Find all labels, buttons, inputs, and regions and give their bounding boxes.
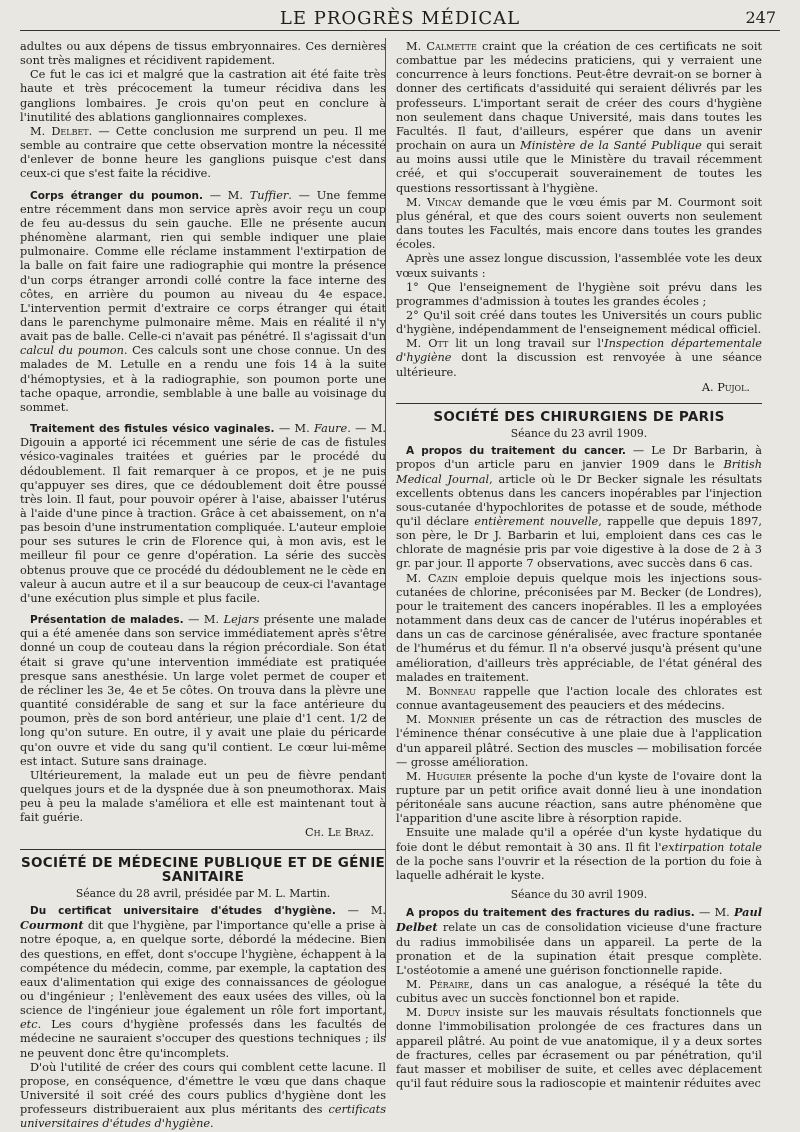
presentation-entry — [20, 613, 386, 769]
ministere-sante-publique: Ministère de la Santé Publique — [520, 139, 702, 153]
dupuy-text: insiste sur les mauvais résultats fonctionnels que donne l'immobilisation prolongée de ces fractures dans un appareil plâtré. Au point de vue anatomique, il y a deux sortes de fractures, celles par écrasement ou par pénétration, qu'il faut masser et mobiliser de suite, et celles avec déplacement qu'il faut réduire sous la radioscopie et maintenir réduites avec — [396, 1006, 762, 1091]
intro-paragraph-1: adultes ou aux dépens de tissus embryonnaires. Ces dernières sont très malignes et récidivent rapidement. — [20, 40, 386, 68]
speaker-delbet: M. Delbet. — [30, 124, 93, 138]
cancer-text-3: , rappelle que depuis 1897, son père, le Dr J. Barbarin et lui, emploient dans ces cas le chlorate de magnésie pris par voie digestive à la dose de 2 à 3 gr. par jour. Il apporte 7 observations, avec succès dans 6 cas. — [396, 515, 762, 571]
fractures-text: relate un cas de consolidation vicieuse d'une fracture du radius immobilisée dans un appareil. La perte de la pronation et de la supination était presque complète. L'ostéotomie a amené une guérison fonctionnelle rapide. — [396, 921, 762, 977]
presentation-dash: — M. — [183, 613, 224, 627]
corps-text: . — Une femme entre récemment dans mon service après avoir reçu un coup de feu au-dessus du sein gauche. Elle ne présente aucun phénomène alarmant, rien qui semble indiquer une plaie pulmonaire. Comme elle réclame instamment l'extirpation de la balle on fait faire une radiographie qui montre la présence d'un corps étranger arrondi collé contre la face interne des côtes, en arrière du poumon au niveau du 4e espace. L'intervention permit d'extraire ce corps étranger qui était dans le parenchyme pulmonaire même. Mais en réalité il n'y avait pas de balle. Celle-ci n'avait pas pénétré. Il s'agissait d'un — [20, 188, 386, 344]
fractures-dash: — M. — [694, 906, 734, 920]
huguier-paragraph — [396, 770, 762, 827]
inspection-departementale: Inspection départementale d'hygiène — [396, 337, 762, 365]
delbet-paragraph — [20, 125, 386, 182]
speaker-peraire: M. Péraire — [406, 978, 470, 991]
certificat-dash: — M. — [335, 904, 386, 918]
speaker-huguier: M. Huguier — [406, 769, 472, 783]
presentation-text: présente une malade qui a été amenée dans son service immédiatement après s'être donné un coup de couteau dans la région précordiale. Son état était si grave qu'une intervention immédiate est pratiquée presque sans anesthésie. Un large volet permet de couper et de récliner les 3e, 4e et 5e côtes. On trouva dans la plèvre une quantité considérable de sang et sur la face antérieure du poumon, près de son bord antérieur, une plaie d'1 cent. 1/2 de long qu'on suture. En outre, il y avait une plaie du péricarde qu'on ouvre et vide du sang qu'il contient. Le cœur lui-même est intact. Suture sans drainage. — [20, 613, 386, 768]
cazin-text: emploie depuis quelque mois les injections sous-cutanées de chlorine, préconisées par M. Becker (de Londres), pour le traitement des cancers inopérables. Il les a employées notamment dans deux cas de cancer de l'utérus inopérables et dans un cas de carcinose généralisée, avec fracture spontanée de l'humérus et du fémur. Il n'a observé jusqu'à présent qu'une amélioration, d'ailleurs très appréciable, de l'état général des malades en traitement. — [396, 571, 762, 684]
cancer-entry — [396, 444, 762, 571]
bonneau-text: rappelle que l'action locale des chlorates est connue avantageusement des peauciers et des médecins. — [396, 684, 762, 713]
session-23-avril: Séance du 23 avril 1909. — [510, 427, 648, 441]
certificat-p2-c: . — [210, 1117, 214, 1131]
dupuy-paragraph — [396, 1006, 762, 1091]
fistules-entry — [20, 422, 386, 606]
vote-paragraph: Après une assez longue discussion, l'assemblée vote les deux vœux suivants : — [396, 252, 762, 280]
cancer-text: , à propos d'un article paru en janvier 1909 dans le — [396, 444, 763, 472]
certificat-paragraph-2 — [20, 1061, 386, 1132]
voeu-2: 2° Qu'il soit créé dans toutes les Universités un cours public d'hygiène, indépendamment de l'enseignement médical officiel. — [396, 308, 762, 337]
vincay-paragraph — [396, 196, 762, 253]
huguier-p2-a: Ensuite une malade qu'il a opérée d'un kyste hydatique du foie dont le début remontait à 30 ans. Il fit l' — [396, 826, 762, 854]
calmette-text-2: qui serait au moins aussi utile que le Ministère du travail récemment créé, et qui s'occuperait souverainement de toutes les questions ressortissant à l'hygiène. — [396, 139, 762, 195]
extirpation-totale: extirpation totale — [661, 840, 762, 854]
section-rule-right — [396, 403, 762, 404]
voeu-1: 1° Que l'enseignement de l'hygiène soit prévu dans les programmes d'admission à toutes les grandes écoles ; — [396, 280, 762, 308]
corps-etranger-entry — [20, 189, 386, 416]
session-30-avril: Séance du 30 avril 1909. — [510, 888, 648, 902]
author-tuffier: Tuffier — [249, 188, 289, 202]
page-number: 247 — [745, 8, 776, 27]
peraire-paragraph — [396, 978, 762, 1006]
certificat-etc: etc — [20, 1018, 38, 1032]
author-lejars: Lejars — [223, 613, 260, 627]
signature-pujol: A. Pujol. — [701, 380, 750, 394]
ott-text: lit un long travail sur l' — [448, 337, 605, 351]
journal-title: LE PROGRÈS MÉDICAL — [279, 8, 521, 29]
corps-etranger-title: Corps étranger du poumon. — [30, 189, 203, 202]
british-medical-journal: British Medical Journal — [396, 458, 762, 486]
vincay-text: demande que le vœu émis par M. Courmont soit plus général, et que des cours soient ouverts non seulement dans toutes les Facultés, mais encore dans toutes les grandes écoles. — [396, 195, 762, 252]
presentation-title: Présentation de malades. — [30, 614, 184, 627]
speaker-cazin: M. Cazin — [406, 571, 458, 585]
monnier-paragraph — [396, 713, 762, 770]
monnier-text: présente un cas de rétraction des muscles de l'éminence thénar consécutive à une plaie due à l'application d'un appareil plâtré. Section des muscles — mobilisation forcée — grosse amélioration. — [396, 713, 762, 769]
speaker-dupuy: M. Dupuy — [406, 1006, 461, 1020]
delbet-text: — Cette conclusion me surprend un peu. Il me semble au contraire que cette observation montre la nécessité d'enlever de bonne heure les ganglions puisque c'est dans ceux-ci que s'est faite la récidive. — [20, 124, 386, 181]
author-paul-delbet: Paul Delbet — [396, 905, 763, 935]
calcul-du-poumon: calcul du poumon — [20, 344, 124, 358]
huguier-paragraph-2 — [396, 826, 762, 883]
calmette-paragraph — [396, 40, 762, 196]
certificats-universitaires: certificats universitaires d'études d'hygiène — [20, 1103, 386, 1131]
right-column — [396, 40, 762, 1091]
author-barbarin: — Le Dr Barbarin — [625, 444, 745, 458]
corps-text-2: . Ces calculs sont une chose connue. Un des malades de M. Letulle en a rendu une fois 14 à la suite d'hémoptysies, et à la radiographie, son poumon porte une tache opaque, arrondie, semblable à une balle au voisinage du sommet. — [20, 344, 386, 414]
certificat-title: Du certificat universitaire d'études d'hygiène. — [30, 905, 336, 918]
certificat-entry — [20, 904, 386, 1061]
society-chirurgiens-title: SOCIÉTÉ DES CHIRURGIENS DE PARIS — [433, 408, 725, 425]
certificat-p2-a: D'où l'utilité de créer des cours qui comblent cette lacune. Il propose, en conséquence, d'émettre le vœu que dans chaque Université il soit créé des cours publics d'hygiène dont les professeurs distribueraient aux plus méritants des — [20, 1060, 386, 1117]
ott-text-2: dont la discussion est renvoyée à une séance ultérieure. — [396, 351, 762, 379]
cazin-paragraph — [396, 572, 762, 685]
certificat-text-2: . Les cours d'hygiène professés dans les facultés de médecine ne sauraient s'occuper des questions techniques ; ils ne peuvent donc être qu'incomplets. — [20, 1018, 386, 1060]
section-rule — [20, 849, 386, 850]
speaker-ott: M. Ott — [406, 337, 449, 351]
session-28-avril: Séance du 28 avril, présidée par M. L. Martin. — [75, 886, 331, 900]
corps-dash: — M. — [202, 188, 250, 202]
presentation-paragraph-2: Ultérieurement, la malade eut un peu de fièvre pendant quelques jours et de la dyspnée due à son pneumothorax. Mais peu à peu la malade s'améliora et elle est maintenant tout à fait guérie. — [20, 768, 386, 825]
intro-paragraph-2: Ce fut le cas ici et malgré que la castration ait été faite très haute et très précocement la tumeur récidiva dans les ganglions lombaires. Je crois qu'on peut en conclure à l'inutilité des ablations ganglionnaires complexes. — [20, 68, 386, 124]
left-column — [20, 40, 386, 1132]
fistules-text: . — M. Digouin a apporté ici récemment une série de cas de fistules vésico-vaginales traitées et guéries par le procédé du dédoublement. Il fait remarquer à ce propos, et je ne puis qu'appuyer ses dires, que ce dédoublement doit être poussé très loin. Il faut, pour pouvoir opérer à l'aise, abaisser l'utérus à l'aide d'une pince à traction. Grâce à cet abaissement, on n'a pas besoin d'une instrumentation compliquée. L'auteur emploie pour ses sutures le crin de Florence qui, à mon avis, est le meilleur fil pour ce genre d'opération. La série des succès obtenus prouve que ce procédé du dédoublement ne le cède en valeur à aucun autre et il a sur beaucoup de ceux-ci l'avantage d'une exécution plus simple et plus facile. — [20, 422, 386, 605]
fistules-dash: — M. — [274, 422, 315, 436]
running-header — [20, 6, 780, 31]
author-faure: Faure — [314, 422, 348, 436]
fistules-title: Traitement des fistules vésico vaginales. — [30, 423, 275, 436]
entierement-nouvelle: entièrement nouvelle — [474, 515, 599, 528]
speaker-bonneau: M. Bonneau — [406, 684, 476, 698]
ott-paragraph — [396, 337, 762, 379]
fractures-entry — [396, 905, 762, 978]
signature-le-braz: Ch. Le Braz. — [305, 826, 374, 840]
bonneau-paragraph — [396, 685, 762, 713]
certificat-text: dit que l'hygiène, par l'importance qu'elle a prise à notre époque, a, en quelque sorte, débordé la médecine. Bien des questions, en effet, dont s'occupe l'hygiène, échappent à la compétence du médecin, comme, par exemple, la captation des eaux d'alimentation qui exige des connaissances de géologue ou d'ingénieur ; l'enlèvement des eaux usées des villes, où la science de l'ingénieur joue également un rôle fort important, — [20, 919, 386, 1018]
cancer-text-2: , article où le Dr Becker signale les résultats excellents obtenus dans les cancers inopérables par l'injection sous-cutanée d'hypochlorites de potasse et de soude, méthode qu'il déclare — [396, 472, 762, 528]
fractures-title: A propos du traitement des fractures du radius. — [406, 907, 695, 920]
author-courmont: Courmont — [20, 918, 84, 933]
calmette-text: craint que la création de ces certificats ne soit combattue par les médecins praticiens, qui y verraient une concurrence à leurs fonctions. Peut-être devrait-on se borner à donner des certificats d'assiduité qui seraient délivrés par les professeurs. L'important serait de créer des cours d'hygiène non seulement dans chaque Université, mais dans toutes les Facultés. Il faut, d'ailleurs, espérer que dans un avenir prochain on aura un — [396, 40, 762, 153]
society-medecine-publique-title: SOCIÉTÉ DE MÉDECINE PUBLIQUE ET DE GÉNIE SANITAIRE — [20, 854, 386, 885]
speaker-vincay: M. Vincay — [406, 195, 463, 209]
cancer-title: A propos du traitement du cancer. — [406, 445, 626, 458]
huguier-p2-b: de la poche sans l'ouvrir et la résection de la portion du foie à laquelle adhérait le kyste. — [396, 854, 762, 882]
peraire-text: , dans un cas analogue, a réséqué la tête du cubitus avec un succès fonctionnel bon et rapide. — [396, 978, 763, 1006]
speaker-calmette: M. Calmette — [406, 40, 477, 53]
huguier-text: présente la poche d'un kyste de l'ovaire dont la rupture par un petit orifice avait donné lieu à une inondation péritonéale sans aucune réaction, sans autre phénomène que l'apparition d'une ascite libre à résorption rapide. — [396, 769, 762, 826]
speaker-monnier: M. Monnier — [406, 713, 475, 727]
